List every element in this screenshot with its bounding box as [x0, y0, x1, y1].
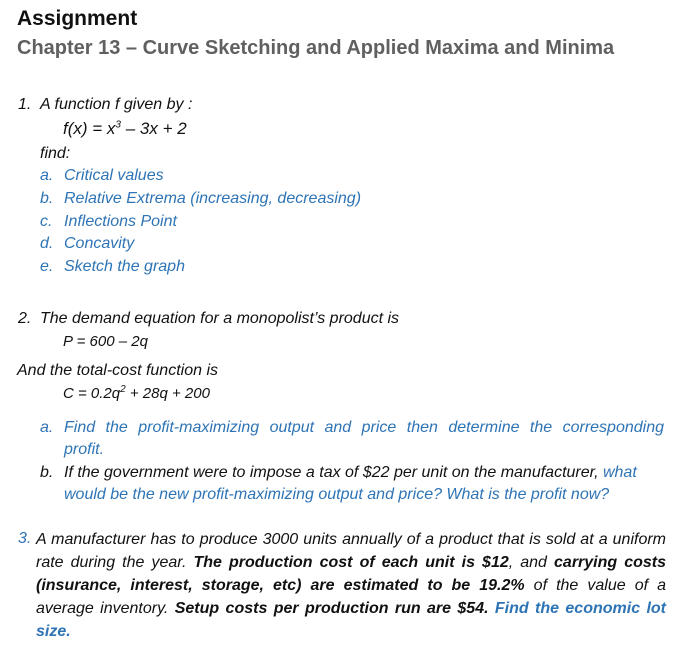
q2-item-b-text-blue: what — [598, 464, 637, 481]
q1-formula-tail: – 3x + 2 — [120, 119, 187, 138]
q3-text-2: The production cost of each unit is $12 — [186, 554, 509, 571]
q2-item-a-letter: a. — [40, 419, 54, 436]
q2-item-b-text-cont: would be the new profit-maximizing output and price? What is the profit now? — [64, 486, 610, 503]
q1-item-a — [40, 166, 164, 186]
q1-number: 1. — [18, 96, 32, 113]
q2-item-a-text-cont: profit. — [64, 441, 105, 458]
q1-item-a-letter: a. — [40, 167, 54, 184]
chapter-subtitle: Chapter 13 – Curve Sketching and Applied Maxima and Minima — [17, 37, 615, 59]
q1-formula-main: f(x) = x — [63, 119, 116, 138]
q1-find: find: — [40, 145, 71, 162]
q1-item-b-letter: b. — [40, 190, 54, 207]
q1-item-c — [40, 212, 177, 232]
q1-formula-exponent: 3 — [115, 119, 121, 131]
q2-number: 2. — [18, 310, 32, 327]
q1-item-c-text: Inflections Point — [64, 213, 177, 230]
page-title: Assignment — [17, 7, 138, 30]
q1-item-a-text: Critical values — [64, 167, 164, 184]
q3-text-3: , and — [508, 554, 555, 571]
q1-item-d-letter: d. — [40, 235, 54, 252]
q2-cost-main: C = 0.2q — [63, 385, 121, 402]
q2-item-b-line1 — [64, 463, 637, 483]
q2-cost-intro: And the total-cost function is — [17, 362, 218, 379]
q3-text-1: A manufacturer has to produce 3000 units annually of a product that is sold at a uniform rate during the year. — [36, 531, 666, 571]
q2-cost-tail: + 28q + 200 — [125, 385, 210, 402]
q1-formula — [63, 119, 187, 139]
q1-item-c-letter: c. — [40, 213, 53, 230]
q3-text-4: carrying costs (insurance, interest, storage, etc) are estimated to be 19.2% — [36, 554, 667, 594]
q2-demand-equation: P = 600 – 2q — [63, 333, 148, 350]
q1-item-b — [40, 189, 362, 209]
q1-item-e-letter: e. — [40, 258, 54, 275]
q1-item-b-text: Relative Extrema (increasing, decreasing) — [64, 190, 362, 207]
q1-item-e-text: Sketch the graph — [64, 258, 185, 275]
q3-paragraph — [36, 528, 666, 643]
q3-text-7: Find the economic lot size. — [36, 600, 667, 640]
q1-item-d-text: Concavity — [64, 235, 135, 252]
q2-cost-function — [63, 384, 210, 404]
q3-number: 3. — [18, 530, 32, 547]
q2-cost-exponent: 2 — [120, 384, 126, 395]
q3-text-5: of the value of a average inventory. — [36, 577, 666, 617]
q2-item-b-letter: b. — [40, 464, 54, 481]
q1-intro: A function f given by : — [40, 96, 193, 113]
q1-item-e — [40, 257, 185, 277]
q2-item-b-text: If the government were to impose a tax of $22 per unit on the manufacturer, — [64, 464, 599, 481]
q3-text-6: Setup costs per production run are $54. — [174, 600, 489, 617]
q1-item-d — [40, 234, 135, 254]
q2-intro: The demand equation for a monopolist’s product is — [40, 310, 400, 327]
q2-item-a-text: Find the profit-maximizing output and price then determine the corresponding — [64, 419, 664, 436]
